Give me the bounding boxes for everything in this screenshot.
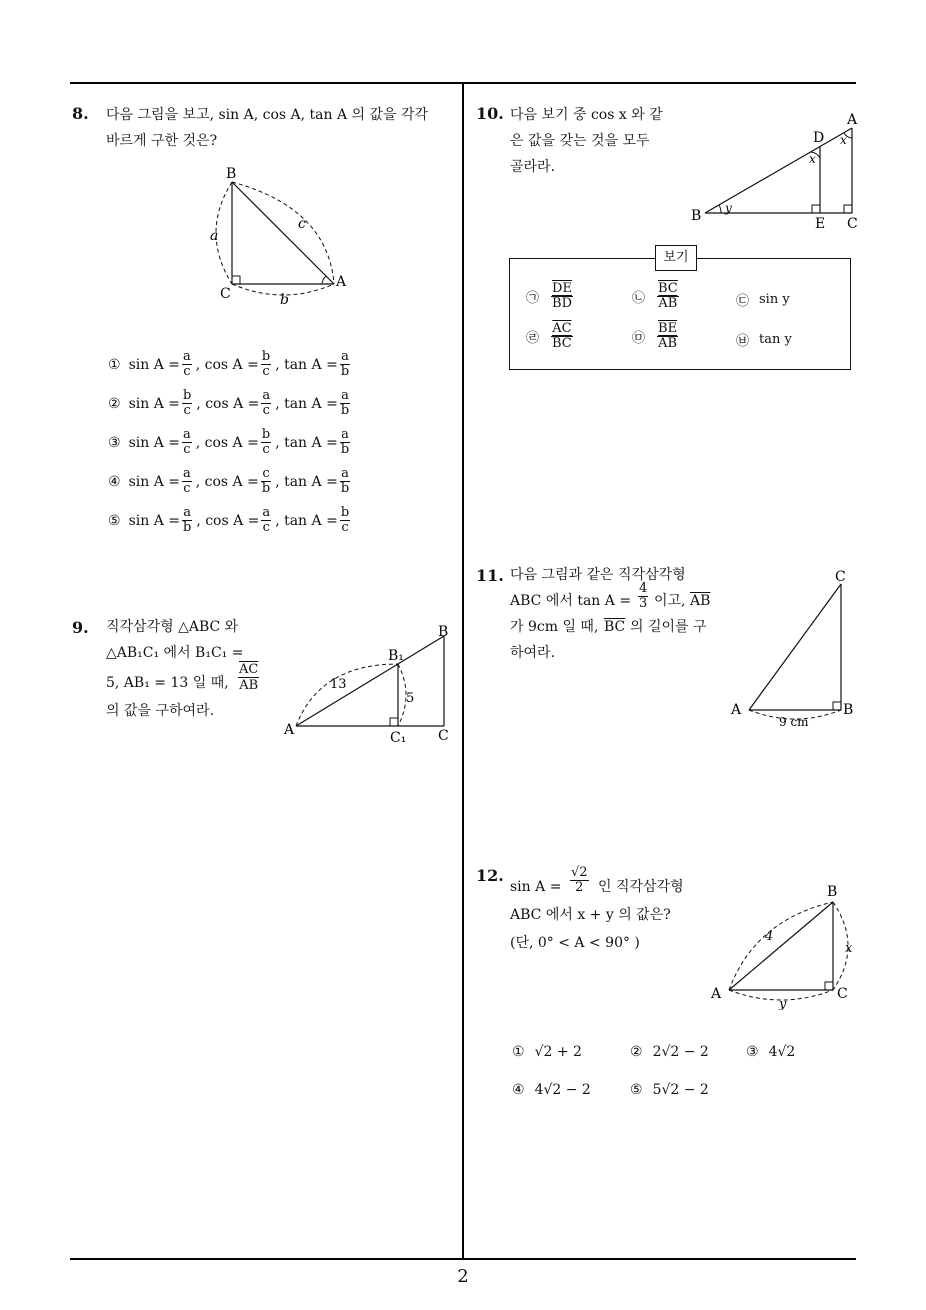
q10-choice-frac-d: AB [658,336,678,351]
q9-number: 9. [72,618,89,637]
q12-frac-n: √2 [571,865,588,880]
q12-option-1[interactable] [512,1044,582,1060]
q8-label-b: b [280,292,289,308]
q8-option-cos-text: , cos A = [195,434,259,451]
q10-choice-mark: ㉤ [632,331,646,346]
q12-line1b: 인 직각삼각형 [598,879,684,895]
q10-label-C: C [847,216,858,232]
q8-option-mark: ① [108,356,121,373]
q8-option-sin-frac-n: a [182,349,191,364]
q8-option-tan-text: , tan A = [275,395,338,412]
q8-option-cos-frac-d: c [262,520,270,535]
q8-option-tan-frac-n: a [341,466,349,481]
q8-option-cos-frac-n: a [262,505,271,520]
q10-choice-frac-n: $\overline{AC}$ [552,321,572,336]
q8-option-sin-text: sin A = [128,434,180,451]
q8-option-cos-frac [261,389,271,418]
q8-option-cos-frac-n: b [261,349,271,364]
q8-option-tan-frac-d: b [340,481,350,496]
q8-option-tan-frac-d: c [341,520,349,535]
q8-option-cos-frac-d: b [261,481,271,496]
q8-label-B: B [226,166,237,182]
q8-option-sin-frac [182,506,192,535]
q11-line3: 가 9cm 일 때, [510,619,599,635]
q10-choice-frac-d: AB [658,296,678,311]
q8-option-3[interactable] [108,428,352,457]
q8-option-cos-frac-d: c [262,364,270,379]
q8-option-sin-frac-d: b [182,520,192,535]
q8-option-cos-frac [261,350,271,379]
q12-line3: (단, 0° < A < 90° ) [510,935,640,951]
q10-choice-4[interactable] [526,322,575,351]
q8-option-tan-frac [340,389,350,418]
q12-number: 12. [476,866,504,885]
q8-option-5[interactable] [108,506,352,535]
q8-option-4[interactable] [108,467,352,496]
q8-option-tan-frac-d: b [340,442,350,457]
q9-frac-denominator: AB [239,678,259,693]
q9-label-B1: B₁ [388,648,404,664]
q12-label-C: C [837,986,848,1002]
q8-option-cos-text: , cos A = [195,473,259,490]
q8-option-sin-text: sin A = [128,473,180,490]
q10-choice-frac [657,322,678,351]
q8-number: 8. [72,104,89,123]
q8-option-sin-frac-d: c [183,364,191,379]
q12-option-text: 4√2 − 2 [534,1082,591,1098]
q10-choice-frac-n: $\overline{DE}$ [552,281,572,296]
q8-option-sin-frac-n: a [182,466,191,481]
q11-label-B: B [843,702,854,718]
q9-label-B: B [438,624,449,640]
q8-label-A: A [336,274,347,290]
q11-line2b: 이고, [654,593,686,609]
q8-option-sin-frac-d: c [183,481,191,496]
q10-label-D: D [813,130,825,146]
q9-label-C1: C₁ [390,730,407,746]
q8-option-sin-frac-n: b [182,388,192,403]
q8-option-sin-text: sin A = [128,395,180,412]
column-divider [462,82,464,1258]
q12-label-A: A [711,986,722,1002]
q11-label-len: 9 cm [779,715,809,729]
q10-choice-mark: ㉣ [526,331,540,346]
q10-choice-3[interactable] [736,290,790,309]
q10-choice-frac [551,322,573,351]
q10-label-E: E [815,216,826,232]
q10-choice-mark: ㉡ [632,291,646,306]
q8-line1: 다음 그림을 보고, sin A, cos A, tan A 의 값을 각각 [106,107,429,123]
q12-label-4: 4 [765,929,774,944]
q11-label-A: A [731,702,742,718]
q8-option-2[interactable] [108,389,352,418]
q9-line4: 의 값을 구하여라. [106,703,215,719]
q12-line2: ABC 에서 x + y 의 값은? [510,907,671,923]
q8-option-tan-text: , tan A = [275,473,338,490]
q8-label-C: C [220,286,231,302]
q12-option-mark: ③ [746,1044,759,1060]
bottom-rule [70,1258,856,1260]
q8-option-cos-text: , cos A = [196,395,260,412]
q10-choice-mark: ㉢ [736,294,750,309]
q10-box-title: 보기 [655,245,697,271]
q8-option-sin-frac-n: a [182,427,191,442]
q8-option-sin-text: sin A = [128,356,180,373]
q8-option-tan-frac [340,428,350,457]
q12-option-text: 2√2 − 2 [652,1044,709,1060]
q8-label-c: c [298,216,306,232]
q8-option-cos-frac-d: c [262,403,270,418]
q12-fraction [570,866,589,895]
q10-choice-mark: ㉥ [736,334,750,349]
q12-option-3[interactable] [746,1044,795,1060]
q8-option-tan-frac-n: a [341,427,349,442]
q8-option-cos-frac-n: c [262,466,270,481]
q10-label-y: y [725,201,732,215]
q8-option-mark: ② [108,395,121,412]
q10-choice-6[interactable] [736,330,792,349]
q10-choice-frac-d: BD [552,296,572,311]
q12-label-x: x [845,941,853,956]
q11-line1: 다음 그림과 같은 직각삼각형 [510,567,686,583]
q8-option-cos-text: , cos A = [195,356,259,373]
q12-label-B: B [827,884,838,900]
q8-option-sin-frac [182,428,192,457]
q10-box [509,258,851,370]
q11-line3b: $\overline{BC}$ [604,619,626,635]
q12-option-mark: ④ [512,1082,525,1098]
q9-line3: 5, AB₁ = 13 일 때, [106,675,229,691]
q8-option-cos-frac-d: c [262,442,270,457]
q8-option-sin-frac [182,389,192,418]
q10-choice-frac-d: BC [552,336,572,351]
q8-line2: 바르게 구한 것은? [106,133,218,149]
q8-option-tan-frac-n: a [341,349,349,364]
q8-option-sin-text: sin A = [128,512,180,529]
q8-option-sin-frac-n: a [183,505,192,520]
q8-option-cos-frac [261,428,271,457]
q11-line4: 하여라. [510,645,556,661]
q8-option-mark: ③ [108,434,121,451]
q8-option-tan-text: , tan A = [275,356,338,373]
q8-option-sin-frac-d: c [183,442,191,457]
q8-label-a: a [210,228,219,244]
q11-frac-n: 4 [639,581,648,596]
q12-option-2[interactable] [630,1044,709,1060]
q11-label-C: C [835,569,846,585]
q12-figure [705,880,865,1010]
q11-figure [725,566,865,736]
q8-option-sin-frac-d: c [183,403,191,418]
q8-option-cos-text: , cos A = [196,512,260,529]
q11-line2a: ABC 에서 tan A = [510,593,632,609]
q9-label-A: A [284,722,295,738]
q10-label-A: A [847,112,858,128]
q9-label-13: 13 [330,677,347,692]
q12-option-text: 5√2 − 2 [652,1082,709,1098]
q10-line2: 은 값을 갖는 것을 모두 [510,133,650,149]
q11-number: 11. [476,566,504,585]
q8-option-1[interactable] [108,350,352,379]
q10-figure [685,106,865,236]
q8-option-sin-frac [182,467,192,496]
q8-option-cos-frac [261,506,271,535]
q12-option-5[interactable] [630,1082,709,1098]
q12-line1a: sin A = [510,879,562,895]
q12-option-mark: ② [630,1044,643,1060]
q8-option-tan-frac-n: b [340,505,350,520]
q10-label-B: B [691,208,702,224]
q10-label-x2: x [840,133,847,147]
q11-line2c: $\overline{AB}$ [690,593,711,609]
q9-frac-numerator: $\overline{AC}$ [239,662,259,677]
q10-line1: 다음 보기 중 cos x 와 같 [510,107,663,123]
q9-label-5: 5 [406,691,415,706]
q9-line1: 직각삼각형 △ABC 와 [106,619,239,635]
q11-fraction [638,582,648,611]
q10-choice-1[interactable] [526,282,575,311]
q9-figure [280,620,460,750]
q12-option-text: √2 + 2 [534,1044,582,1060]
q8-option-tan-text: , tan A = [275,512,338,529]
q9-label-C: C [438,728,449,744]
q8-option-mark: ⑤ [108,512,121,529]
q8-option-mark: ④ [108,473,121,490]
q10-label-x1: x [809,152,816,166]
q10-choice-text: tan y [759,332,792,347]
q10-number: 10. [476,104,504,123]
q12-option-mark: ⑤ [630,1082,643,1098]
q8-option-tan-frac-d: b [340,403,350,418]
q11-line3c: 의 길이를 구 [630,619,707,635]
q10-choice-frac-n: $\overline{BC}$ [658,281,678,296]
q10-choice-frac [551,282,573,311]
q11-frac-d: 3 [639,596,648,611]
q8-option-sin-frac [182,350,192,379]
q8-option-cos-frac [261,467,271,496]
q10-choice-frac [657,282,679,311]
q8-option-tan-frac-d: b [340,364,350,379]
q9-line2: △AB₁C₁ 에서 B₁C₁ = [106,645,244,661]
q12-option-mark: ① [512,1044,525,1060]
q8-option-tan-frac [340,350,350,379]
q12-frac-d: 2 [575,880,584,895]
q8-option-cos-frac-n: a [262,388,271,403]
q10-choice-mark: ㉠ [526,291,540,306]
q8-option-tan-frac [340,506,350,535]
q10-line3: 골라라. [510,159,556,175]
q8-figure [200,160,360,310]
q8-option-cos-frac-n: b [261,427,271,442]
q9-fraction [238,662,259,693]
q10-choice-text: sin y [759,292,790,307]
q8-option-tan-text: , tan A = [275,434,338,451]
q12-label-y: y [779,997,787,1010]
q12-option-4[interactable] [512,1082,591,1098]
q12-option-text: 4√2 [768,1044,796,1060]
q10-choice-frac-n: $\overline{BE}$ [658,321,678,336]
q8-option-tan-frac-n: a [341,388,349,403]
page-number: 2 [457,1266,469,1287]
q10-choice-5[interactable] [632,322,680,351]
q10-choice-2[interactable] [632,282,681,311]
q8-option-tan-frac [340,467,350,496]
